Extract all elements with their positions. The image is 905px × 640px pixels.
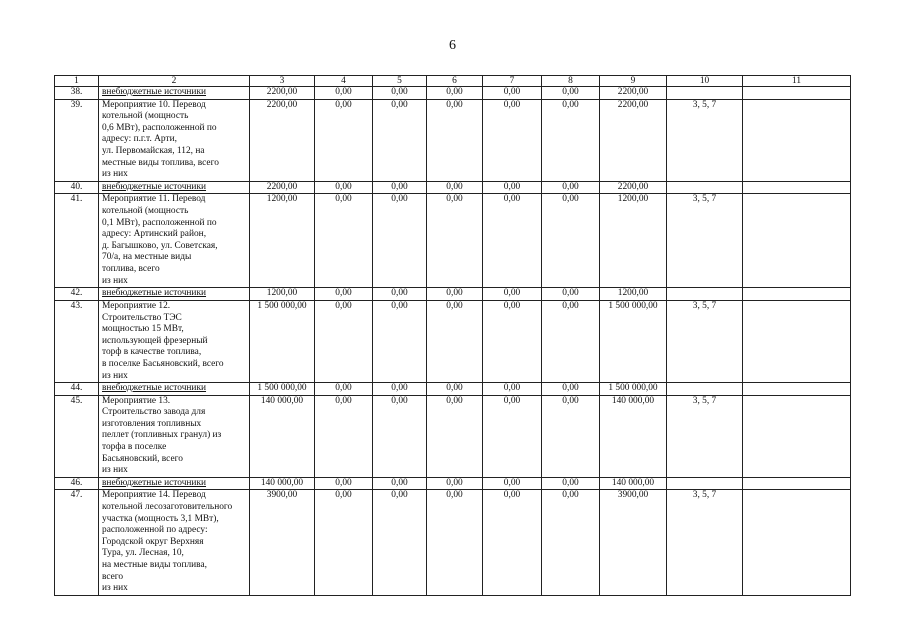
- row-description: [99, 477, 250, 490]
- page-number: 6: [449, 38, 456, 53]
- column-number: 4: [315, 76, 373, 87]
- description-line: 70/а, на местные виды: [102, 252, 192, 263]
- cell-v6: 0,00: [427, 87, 483, 100]
- cell-v9: 1200,00: [600, 288, 667, 301]
- cell-v6: 0,00: [427, 194, 483, 288]
- description-line: из них: [102, 583, 128, 594]
- table-row: [55, 383, 851, 396]
- cell-v8: 0,00: [542, 87, 600, 100]
- description-line: из них: [102, 169, 128, 180]
- cell-v7: 0,00: [483, 87, 542, 100]
- cell-v5: 0,00: [373, 490, 427, 596]
- description-line: Басьяновский, всего: [102, 453, 183, 464]
- row-number: 42.: [55, 288, 99, 301]
- cell-target-refs: 3, 5, 7: [667, 300, 743, 382]
- cell-v4: 0,00: [315, 288, 373, 301]
- cell-v9: 1 500 000,00: [600, 383, 667, 396]
- column-numbers-row: [55, 76, 851, 87]
- cell-v3: 3900,00: [250, 490, 315, 596]
- description-line: из них: [102, 465, 128, 476]
- cell-v8: 0,00: [542, 477, 600, 490]
- cell-v8: 0,00: [542, 300, 600, 382]
- table-row: [55, 490, 851, 596]
- column-number: 9: [600, 76, 667, 87]
- description-line: котельной (мощность: [102, 111, 189, 122]
- cell-v6: 0,00: [427, 300, 483, 382]
- description-line: всего: [102, 571, 124, 582]
- description-line: пеллет (топливных гранул) из: [102, 430, 222, 441]
- cell-v3: 1 500 000,00: [250, 383, 315, 396]
- cell-v8: 0,00: [542, 181, 600, 194]
- cell-v5: 0,00: [373, 87, 427, 100]
- description-line: торфа в поселке: [102, 442, 167, 453]
- description-line: внебюджетные источники: [102, 383, 207, 394]
- column-number: 7: [483, 76, 542, 87]
- cell-v7: 0,00: [483, 181, 542, 194]
- cell-target-refs: 3, 5, 7: [667, 99, 743, 181]
- description-line: д. Багышково, ул. Советская,: [102, 240, 218, 251]
- cell-v4: 0,00: [315, 194, 373, 288]
- cell-col11: [743, 288, 851, 301]
- description-line: 0,1 МВт), расположенной по: [102, 217, 217, 228]
- column-number: 10: [667, 76, 743, 87]
- cell-col11: [743, 477, 851, 490]
- cell-v5: 0,00: [373, 194, 427, 288]
- row-number: 40.: [55, 181, 99, 194]
- cell-v4: 0,00: [315, 383, 373, 396]
- column-number: 2: [99, 76, 250, 87]
- cell-v7: 0,00: [483, 490, 542, 596]
- cell-v3: 140 000,00: [250, 477, 315, 490]
- row-number: 45.: [55, 395, 99, 477]
- row-description: [99, 300, 250, 382]
- cell-v7: 0,00: [483, 194, 542, 288]
- cell-target-refs: [667, 477, 743, 490]
- description-line: из них: [102, 275, 128, 286]
- cell-v5: 0,00: [373, 477, 427, 490]
- cell-v9: 140 000,00: [600, 477, 667, 490]
- description-line: на местные виды топлива,: [102, 560, 207, 570]
- cell-v7: 0,00: [483, 288, 542, 301]
- cell-v9: 140 000,00: [600, 395, 667, 477]
- cell-v8: 0,00: [542, 288, 600, 301]
- description-line: котельной лесозаготовительного: [102, 502, 233, 513]
- column-number: 5: [373, 76, 427, 87]
- description-line: участка (мощность 3,1 МВт),: [102, 513, 219, 524]
- cell-col11: [743, 181, 851, 194]
- description-line: ул. Первомайская, 112, на: [102, 145, 205, 156]
- description-line: Строительство завода для: [102, 407, 206, 418]
- cell-v9: 2200,00: [600, 87, 667, 100]
- cell-v9: 1 500 000,00: [600, 300, 667, 382]
- row-number: 44.: [55, 383, 99, 396]
- description-line: Мероприятие 13.: [102, 395, 171, 406]
- description-line: Мероприятие 14. Перевод: [102, 490, 206, 501]
- cell-v5: 0,00: [373, 383, 427, 396]
- column-number: 3: [250, 76, 315, 87]
- cell-v5: 0,00: [373, 181, 427, 194]
- cell-v7: 0,00: [483, 300, 542, 382]
- description-line: торф в качестве топлива,: [102, 347, 202, 358]
- description-line: Мероприятие 12.: [102, 300, 171, 311]
- cell-v3: 1 500 000,00: [250, 300, 315, 382]
- row-description: [99, 87, 250, 100]
- row-description: [99, 194, 250, 288]
- row-number: 43.: [55, 300, 99, 382]
- cell-v7: 0,00: [483, 99, 542, 181]
- cell-v4: 0,00: [315, 99, 373, 181]
- cell-v7: 0,00: [483, 477, 542, 490]
- cell-col11: [743, 383, 851, 396]
- column-number: 8: [542, 76, 600, 87]
- cell-v3: 1200,00: [250, 288, 315, 301]
- description-line: мощностью 15 МВт,: [102, 324, 184, 335]
- row-number: 38.: [55, 87, 99, 100]
- description-line: Мероприятие 11. Перевод: [102, 194, 206, 205]
- cell-target-refs: [667, 383, 743, 396]
- cell-v5: 0,00: [373, 288, 427, 301]
- row-description: [99, 490, 250, 596]
- description-line: 0,6 МВт), расположенной по: [102, 122, 217, 133]
- cell-v7: 0,00: [483, 395, 542, 477]
- cell-v5: 0,00: [373, 300, 427, 382]
- cell-v7: 0,00: [483, 383, 542, 396]
- table-row: [55, 300, 851, 382]
- financing-table: [54, 75, 851, 596]
- cell-v3: 2200,00: [250, 181, 315, 194]
- cell-v3: 140 000,00: [250, 395, 315, 477]
- cell-v8: 0,00: [542, 194, 600, 288]
- cell-v8: 0,00: [542, 99, 600, 181]
- cell-v4: 0,00: [315, 87, 373, 100]
- row-number: 46.: [55, 477, 99, 490]
- column-number: 1: [55, 76, 99, 87]
- cell-col11: [743, 194, 851, 288]
- description-line: Мероприятие 10. Перевод: [102, 99, 206, 110]
- table-row: [55, 99, 851, 181]
- cell-col11: [743, 490, 851, 596]
- cell-col11: [743, 300, 851, 382]
- cell-v6: 0,00: [427, 477, 483, 490]
- cell-v8: 0,00: [542, 383, 600, 396]
- row-description: [99, 383, 250, 396]
- description-line: использующей фрезерный: [102, 335, 208, 346]
- cell-target-refs: [667, 87, 743, 100]
- cell-target-refs: [667, 181, 743, 194]
- column-number: 11: [743, 76, 851, 87]
- description-line: Строительство ТЭС: [102, 312, 182, 323]
- description-line: в поселке Басьяновский, всего: [102, 358, 224, 369]
- description-line: адресу: п.г.т. Арти,: [102, 134, 177, 145]
- row-number: 39.: [55, 99, 99, 181]
- row-number: 47.: [55, 490, 99, 596]
- table-row: [55, 477, 851, 490]
- cell-v4: 0,00: [315, 300, 373, 382]
- table-row: [55, 395, 851, 477]
- cell-target-refs: 3, 5, 7: [667, 194, 743, 288]
- cell-v5: 0,00: [373, 99, 427, 181]
- cell-col11: [743, 99, 851, 181]
- cell-v8: 0,00: [542, 490, 600, 596]
- description-line: внебюджетные источники: [102, 87, 207, 97]
- table-row: [55, 181, 851, 194]
- description-line: местные виды топлива, всего: [102, 157, 219, 168]
- cell-target-refs: [667, 288, 743, 301]
- table-row: [55, 194, 851, 288]
- cell-v9: 1200,00: [600, 194, 667, 288]
- table-row: [55, 288, 851, 301]
- description-line: Тура, ул. Лесная, 10,: [102, 548, 184, 559]
- description-line: из них: [102, 370, 128, 381]
- cell-v3: 2200,00: [250, 99, 315, 181]
- description-line: внебюджетные источники: [102, 181, 207, 192]
- row-description: [99, 99, 250, 181]
- description-line: адресу: Артинский район,: [102, 229, 207, 240]
- cell-target-refs: 3, 5, 7: [667, 395, 743, 477]
- description-line: топлива, всего: [102, 263, 160, 274]
- cell-target-refs: 3, 5, 7: [667, 490, 743, 596]
- cell-v8: 0,00: [542, 395, 600, 477]
- cell-v9: 2200,00: [600, 99, 667, 181]
- table-body: [55, 87, 851, 596]
- column-number: 6: [427, 76, 483, 87]
- cell-v9: 2200,00: [600, 181, 667, 194]
- cell-v6: 0,00: [427, 288, 483, 301]
- cell-v5: 0,00: [373, 395, 427, 477]
- description-line: расположенной по адресу:: [102, 525, 208, 536]
- cell-v4: 0,00: [315, 490, 373, 596]
- cell-v6: 0,00: [427, 395, 483, 477]
- description-line: внебюджетные источники: [102, 288, 207, 299]
- cell-v4: 0,00: [315, 395, 373, 477]
- cell-v9: 3900,00: [600, 490, 667, 596]
- row-number: 41.: [55, 194, 99, 288]
- row-description: [99, 181, 250, 194]
- description-line: Городской округ Верхняя: [102, 536, 204, 547]
- cell-col11: [743, 87, 851, 100]
- description-line: котельной (мощность: [102, 205, 189, 216]
- cell-v6: 0,00: [427, 383, 483, 396]
- cell-v3: 1200,00: [250, 194, 315, 288]
- cell-v6: 0,00: [427, 99, 483, 181]
- description-line: изготовления топливных: [102, 418, 202, 429]
- cell-v4: 0,00: [315, 181, 373, 194]
- cell-col11: [743, 395, 851, 477]
- cell-v6: 0,00: [427, 181, 483, 194]
- description-line: внебюджетные источники: [102, 477, 207, 488]
- row-description: [99, 395, 250, 477]
- row-description: [99, 288, 250, 301]
- table-row: [55, 87, 851, 100]
- cell-v6: 0,00: [427, 490, 483, 596]
- cell-v4: 0,00: [315, 477, 373, 490]
- cell-v3: 2200,00: [250, 87, 315, 100]
